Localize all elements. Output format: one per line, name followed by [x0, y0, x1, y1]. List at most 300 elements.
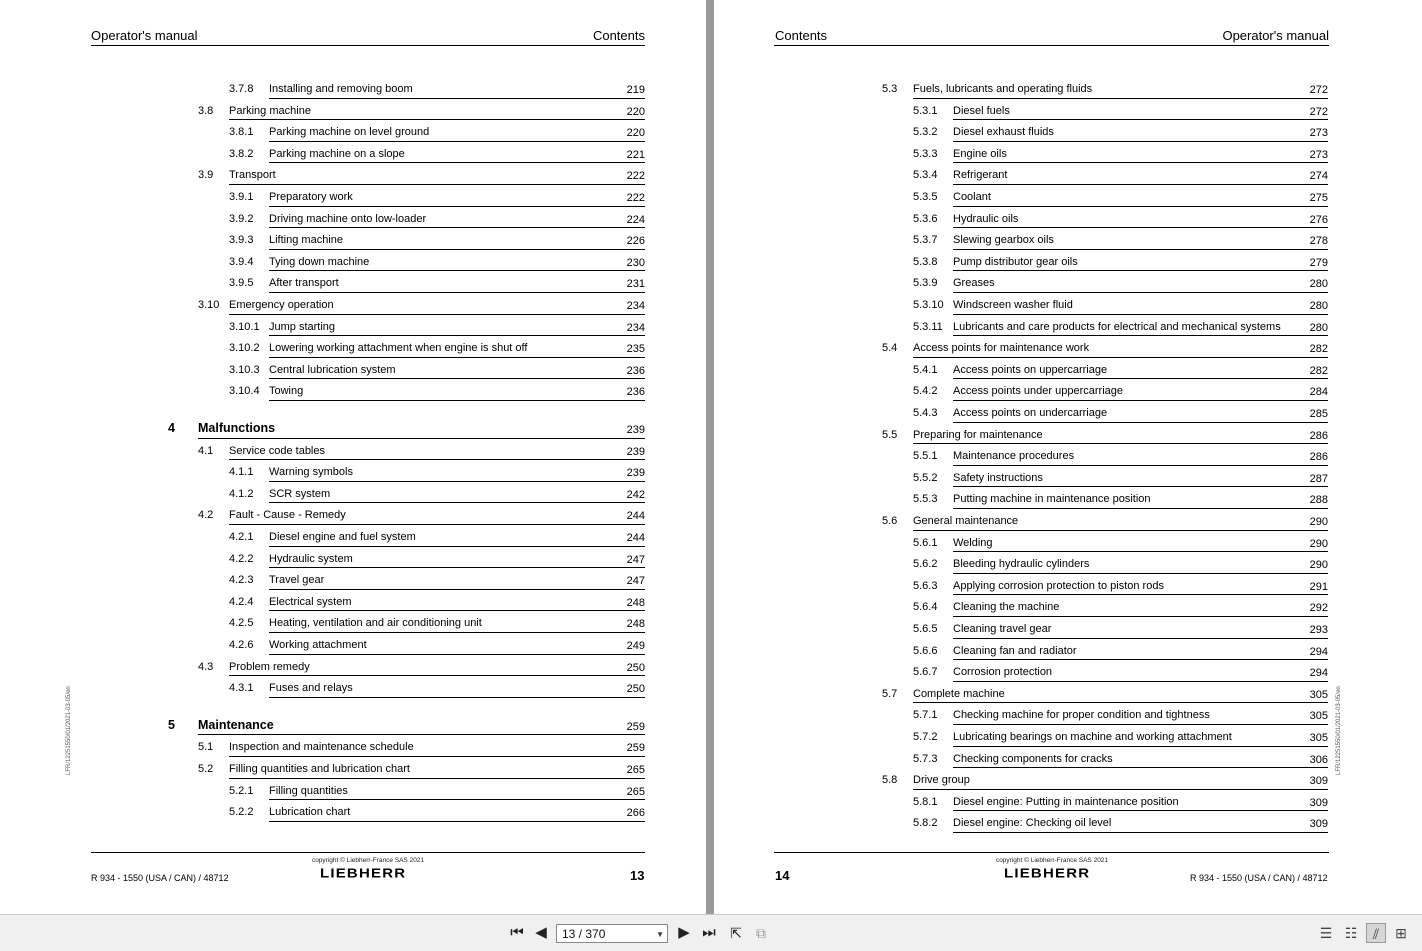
toc-entry[interactable]: [714, 664, 1328, 686]
toc-entry-page: 288: [1309, 494, 1328, 507]
toc-entry-page: 239: [626, 445, 645, 458]
toc-entry-number: 4.1.2: [229, 487, 254, 500]
toc-entry[interactable]: [0, 319, 645, 341]
toc-entry[interactable]: [714, 232, 1328, 254]
toc-entry-title: Parking machine: [229, 104, 311, 117]
viewer-toolbar: [0, 914, 1422, 951]
toc-entry[interactable]: [0, 103, 645, 125]
toc-entry[interactable]: [0, 362, 645, 384]
toc-entry-underline: [229, 184, 645, 185]
toc-entry[interactable]: [714, 535, 1328, 557]
header-left: Operator's manual: [91, 28, 198, 43]
toc-entry-page: 275: [1309, 192, 1328, 204]
toc-entry-title: After transport: [269, 277, 339, 290]
toc-entry-number: 5.3.10: [913, 299, 944, 311]
toc-entry[interactable]: [0, 739, 645, 761]
toc-entry-number: 5.4: [882, 342, 898, 355]
toc-entry-title: Working attachment: [269, 639, 367, 651]
toc-entry-title: Cleaning travel gear: [953, 623, 1052, 635]
toc-entry[interactable]: [714, 556, 1328, 578]
toc-entry-number: 5.3.5: [913, 191, 938, 203]
toc-entry-number: 3.9: [198, 169, 214, 182]
toc-entry-title: Cleaning the machine: [953, 601, 1060, 614]
toc-entry[interactable]: [0, 383, 645, 405]
toc-entry-page: 221: [626, 148, 645, 161]
toc-entry[interactable]: [0, 297, 645, 319]
two-page-view-icon[interactable]: ⫽: [1366, 923, 1386, 943]
toc-entry-underline: [953, 638, 1328, 639]
toc-entry-number: 5.6.2: [913, 558, 938, 571]
side-code: LFR/12251550/01/2021-03-05/en: [1336, 686, 1342, 775]
page-number: 13: [630, 868, 645, 883]
toc-entry-underline: [269, 502, 645, 503]
toc-entry-title: Fuels, lubricants and operating fluids: [913, 83, 1093, 95]
toc-entry[interactable]: [714, 146, 1328, 168]
toc-entry-page: 250: [626, 683, 645, 696]
toc-entry-page: 306: [1309, 753, 1328, 766]
toc-entry[interactable]: [714, 599, 1328, 621]
toc-entry-underline: [229, 314, 645, 315]
liebherr-logo: LIEBHERR: [320, 866, 407, 881]
toc-entry-underline: [269, 481, 645, 482]
toc-entry-title: Malfunctions: [198, 421, 276, 435]
toc-entry-page: 236: [626, 364, 645, 377]
toc-entry-number: 4.2.4: [229, 595, 254, 608]
toc-entry[interactable]: [714, 643, 1328, 665]
toc-entry-page: 285: [1309, 408, 1328, 420]
toc-entry-number: 4.2.2: [229, 552, 254, 565]
toc-entry-underline: [953, 227, 1328, 228]
toc-entry-underline: [269, 589, 645, 590]
toc-entry-number: 5.3.2: [913, 126, 938, 139]
copyright-text: copyright © Liebherr-France SAS 2021: [995, 857, 1109, 864]
copyright-text: copyright © Liebherr-France SAS 2021: [311, 857, 425, 864]
toc-entry[interactable]: [714, 167, 1328, 189]
toc-entry-title: Checking components for cracks: [953, 752, 1113, 765]
toc-entry-page: 309: [1309, 775, 1328, 788]
toc-entry-number: 5.8.1: [913, 795, 938, 808]
toc-entry-underline: [913, 789, 1328, 790]
toc-entry-page: 280: [1309, 278, 1328, 291]
doc-reference: R 934 - 1550 (USA / CAN) / 48712: [91, 873, 229, 883]
toc-entry[interactable]: [0, 804, 645, 826]
toc-entry-underline: [913, 98, 1328, 99]
toc-entry-page: 286: [1309, 451, 1328, 464]
toc-entry-underline: [953, 422, 1328, 423]
toc-entry-title: Transport: [229, 169, 276, 182]
rotate-page-icon[interactable]: ⇱: [730, 925, 742, 941]
toc-entry-title: Jump starting: [269, 320, 336, 333]
left-page: [0, 0, 706, 914]
toc-entry-number: 5.3.6: [913, 212, 938, 225]
toc-entry-underline: [953, 162, 1328, 163]
toc-entry-underline: [953, 746, 1328, 747]
toc-entry[interactable]: [0, 340, 645, 362]
toc-entry[interactable]: [714, 362, 1328, 384]
toc-entry[interactable]: [714, 275, 1328, 297]
toc-entry-title: General maintenance: [913, 515, 1019, 527]
toc-entry-title: Hydraulic oils: [953, 212, 1019, 225]
toc-entry-number: 5.5.1: [913, 450, 938, 463]
toc-entry-number: 5.6.6: [913, 644, 938, 657]
toc-entry-underline: [953, 335, 1328, 336]
toc-entry-page: 222: [626, 170, 645, 183]
toc-entry-number: 5.8: [882, 774, 898, 787]
toc-entry-page: 290: [1309, 516, 1328, 528]
toc-entry[interactable]: [0, 572, 645, 594]
toc-entry[interactable]: [714, 405, 1328, 427]
toc-entry[interactable]: [0, 443, 645, 465]
toc-entry-page: 248: [626, 618, 645, 631]
toc-entry[interactable]: [714, 340, 1328, 362]
toc-entry-page: 265: [626, 764, 645, 776]
toc-entry-number: 5.7.1: [913, 709, 938, 722]
toc-entry-page: 235: [626, 343, 645, 356]
toc-entry-title: Diesel engine: Checking oil level: [953, 817, 1112, 830]
toc-entry-page: 280: [1309, 300, 1328, 312]
toc-entry[interactable]: [0, 637, 645, 659]
toc-entry-underline: [269, 227, 645, 228]
toc-entry-number: 3.9.5: [229, 277, 254, 290]
toc-entry-underline: [269, 610, 645, 611]
toc-entry-underline: [269, 632, 645, 633]
toc-entry-page: 290: [1309, 559, 1328, 572]
toc-entry-page: 273: [1309, 148, 1328, 161]
toc-entry-number: 5.6.5: [913, 623, 938, 635]
toc-entry-number: 5.3.11: [913, 320, 943, 333]
toc-entry-title: Bleeding hydraulic cylinders: [953, 558, 1090, 571]
toc-entry-underline: [198, 734, 645, 735]
toc-entry-number: 5.6.1: [913, 536, 938, 549]
toc-entry-page: 242: [626, 488, 645, 501]
toc-entry-page: 294: [1309, 645, 1328, 658]
toc-entry-page: 273: [1309, 127, 1328, 140]
toc-entry-page: 239: [626, 424, 645, 436]
toc-entry-title: Lowering working attachment when engine is shut off: [269, 342, 528, 355]
toc-entry[interactable]: [714, 794, 1328, 816]
first-page-icon[interactable]: ⏮: [510, 924, 524, 941]
toc-entry[interactable]: [714, 81, 1328, 103]
toc-entry-underline: [953, 378, 1328, 379]
side-code: LFR/12251550/01/2021-03-05/en: [66, 686, 72, 775]
toc-entry[interactable]: [714, 707, 1328, 729]
toc-entry-underline: [229, 675, 645, 676]
toc-entry-number: 5.6: [882, 515, 898, 527]
toc-entry-underline: [953, 206, 1328, 207]
toc-entry[interactable]: [0, 146, 645, 168]
toc-entry-page: 305: [1309, 710, 1328, 723]
toc-entry-page: 280: [1309, 321, 1328, 334]
toc-entry[interactable]: [714, 751, 1328, 773]
toc-entry-underline: [269, 654, 645, 655]
toc-entry-page: 286: [1309, 429, 1328, 442]
single-page-view-icon[interactable]: ☰: [1319, 925, 1333, 941]
toc-entry[interactable]: [0, 594, 645, 616]
toc-entry-number: 5.5.2: [913, 471, 938, 484]
toc-entry[interactable]: [714, 491, 1328, 513]
toc-entry-number: 3.7.8: [229, 83, 254, 95]
toc-entry-number: 3.9.1: [229, 191, 254, 203]
toc-entry-number: 4.2: [198, 509, 214, 522]
toc-entry[interactable]: [714, 124, 1328, 146]
toc-entry-page: 272: [1309, 84, 1328, 96]
toc-entry-underline: [229, 524, 645, 525]
toc-entry-title: Travel gear: [269, 574, 325, 587]
toc-entry-page: 291: [1309, 580, 1328, 593]
toc-entry[interactable]: [0, 680, 645, 702]
toc-entry-page: 247: [626, 553, 645, 566]
toc-entry-page: 278: [1309, 235, 1328, 248]
toc-entry-number: 4.2.6: [229, 639, 254, 651]
toc-entry-title: SCR system: [269, 487, 331, 500]
toc-entry-number: 4.1.1: [229, 466, 254, 479]
toc-entry-underline: [953, 767, 1328, 768]
toc-entry[interactable]: [714, 211, 1328, 233]
toc-entry-number: 5.6.4: [913, 601, 938, 614]
doc-reference: R 934 - 1550 (USA / CAN) / 48712: [1190, 873, 1328, 883]
toc-entry[interactable]: [0, 167, 645, 189]
toc-entry-underline: [953, 249, 1328, 250]
toc-entry-number: 5: [168, 717, 175, 732]
header-right: Operator's manual: [1222, 28, 1329, 43]
toc-entry-title: Fuses and relays: [269, 682, 353, 695]
toc-entry-underline: [269, 292, 645, 293]
toc-entry[interactable]: [0, 659, 645, 681]
toc-entry-page: 259: [626, 742, 645, 755]
toc-entry-title: Welding: [953, 536, 993, 549]
toc-entry-number: 5.3: [882, 83, 898, 95]
toc-entry-number: 5.6.7: [913, 666, 938, 679]
toc-entry-underline: [269, 335, 645, 336]
toc-entry-title: Slewing gearbox oils: [953, 234, 1054, 247]
toc-entry-title: Access points for maintenance work: [913, 342, 1090, 355]
toc-entry[interactable]: [714, 513, 1328, 535]
toc-entry-number: 5.4.3: [913, 407, 938, 419]
toc-entry-title: Filling quantities: [269, 784, 348, 797]
toc-entry-page: 220: [626, 127, 645, 140]
toc-entry-number: 4.3: [198, 660, 214, 673]
toc-entry-number: 3.9.4: [229, 255, 254, 268]
toc-entry-number: 5.3.7: [913, 234, 938, 247]
toc-entry-number: 4.2.5: [229, 617, 254, 630]
toc-entry-number: 3.10: [198, 299, 220, 311]
toc-entry-title: Safety instructions: [953, 471, 1043, 484]
toc-entry-underline: [229, 119, 645, 120]
toc-entry[interactable]: [0, 254, 645, 276]
toc-entry[interactable]: [714, 427, 1328, 449]
toc-entry-page: 282: [1309, 343, 1328, 356]
toc-entry-underline: [953, 270, 1328, 271]
toc-entry-title: Diesel fuels: [953, 104, 1010, 117]
toc-entry[interactable]: [0, 507, 645, 529]
toc-entry-underline: [953, 400, 1328, 401]
last-page-icon[interactable]: ⏭: [702, 924, 716, 941]
toc-entry-number: 5.7.2: [913, 731, 938, 743]
continuous-view-icon[interactable]: ☷: [1344, 925, 1358, 941]
toc-entry-page: 274: [1309, 170, 1328, 183]
toc-entry-title: Filling quantities and lubrication chart: [229, 763, 410, 775]
toc-entry-underline: [953, 659, 1328, 660]
toc-entry-title: Lubrication chart: [269, 806, 351, 819]
toc-entry-page: 226: [626, 235, 645, 248]
toc-entry-underline: [913, 443, 1328, 444]
toc-entry-title: Coolant: [953, 191, 991, 203]
toc-entry-title: Parking machine on a slope: [269, 147, 405, 160]
toc-entry[interactable]: [714, 383, 1328, 405]
toc-entry[interactable]: [0, 464, 645, 486]
toc-entry[interactable]: [0, 421, 645, 443]
toc-entry-title: Drive group: [913, 774, 970, 787]
previous-page-icon[interactable]: ◀: [535, 924, 547, 941]
toc-entry-page: 287: [1309, 472, 1328, 485]
toc-entry[interactable]: [0, 551, 645, 573]
toc-entry[interactable]: [0, 232, 645, 254]
toc-entry-page: 265: [626, 785, 645, 798]
toc-entry-underline: [269, 206, 645, 207]
toc-entry-page: 219: [626, 84, 645, 96]
toc-entry-underline: [269, 697, 645, 698]
toc-entry[interactable]: [0, 211, 645, 233]
toc-entry-title: Central lubrication system: [269, 363, 396, 376]
toc-entry-number: 3.10.3: [229, 363, 260, 376]
toc-entry-number: 5.2: [198, 763, 214, 775]
toc-entry[interactable]: [0, 615, 645, 637]
toc-entry-underline: [953, 486, 1328, 487]
toc-entry-page: 248: [626, 596, 645, 609]
toc-entry-page: 290: [1309, 537, 1328, 550]
toc-entry-page: 309: [1309, 818, 1328, 831]
toc-entry[interactable]: [714, 254, 1328, 276]
toc-entry-underline: [269, 357, 645, 358]
liebherr-logo: LIEBHERR: [1004, 866, 1091, 881]
fit-page-icon[interactable]: ⧉: [756, 925, 766, 941]
toc-entry-underline: [269, 799, 645, 800]
toc-entry[interactable]: [714, 189, 1328, 211]
toc-entry-page: 244: [626, 532, 645, 544]
toc-entry-page: 224: [626, 213, 645, 226]
toc-entry-title: Complete machine: [913, 687, 1005, 700]
toc-entry-number: 5.5: [882, 428, 898, 441]
toc-entry-page: 236: [626, 386, 645, 399]
toc-entry-title: Driving machine onto low-loader: [269, 212, 427, 225]
toc-entry[interactable]: [0, 81, 645, 103]
toc-entry[interactable]: [0, 275, 645, 297]
header-right: Contents: [592, 28, 645, 43]
next-page-icon[interactable]: ▶: [678, 924, 690, 941]
toc-entry-page: 292: [1309, 602, 1328, 615]
toc-entry-page: 239: [626, 467, 645, 480]
page-number: 14: [775, 868, 790, 883]
toc-entry-page: 282: [1309, 364, 1328, 377]
toc-entry-underline: [953, 810, 1328, 811]
toc-entry[interactable]: [0, 486, 645, 508]
toc-entry[interactable]: [714, 772, 1328, 794]
toc-entry[interactable]: [714, 815, 1328, 837]
toc-entry-title: Diesel engine: Putting in maintenance position: [953, 795, 1179, 808]
toc-entry-page: 305: [1309, 732, 1328, 744]
footer-rule: [91, 852, 645, 853]
toc-entry[interactable]: [714, 578, 1328, 600]
toc-entry-title: Installing and removing boom: [269, 83, 413, 95]
toc-entry[interactable]: [0, 718, 645, 740]
toc-entry-page: 272: [1309, 105, 1328, 118]
toc-entry-page: 276: [1309, 213, 1328, 226]
toc-entry[interactable]: [714, 621, 1328, 643]
toc-entry[interactable]: [714, 297, 1328, 319]
toc-entry-title: Maintenance procedures: [953, 450, 1075, 463]
toc-entry[interactable]: [0, 189, 645, 211]
header-rule: [774, 45, 1329, 46]
toc-entry-title: Lubricating bearings on machine and working attachment: [953, 731, 1232, 743]
toc-entry[interactable]: [0, 783, 645, 805]
toc-entry[interactable]: [0, 529, 645, 551]
toc-entry-page: 222: [626, 192, 645, 204]
toc-entry-number: 5.7: [882, 687, 898, 700]
toc-entry-title: Service code tables: [229, 444, 325, 457]
toc-entry-title: Problem remedy: [229, 660, 310, 673]
toc-entry[interactable]: [0, 761, 645, 783]
toc-entry-title: Tying down machine: [269, 255, 370, 268]
toc-entry-page: 259: [626, 720, 645, 733]
toc-entry-page: 247: [626, 575, 645, 588]
toc-entry-title: Emergency operation: [229, 299, 334, 311]
toc-entry[interactable]: [714, 729, 1328, 751]
toc-entry-title: Access points under uppercarriage: [953, 385, 1123, 398]
toc-entry-title: Corrosion protection: [953, 666, 1053, 679]
toc-entry[interactable]: [714, 319, 1328, 341]
toc-entry-underline: [269, 400, 645, 401]
toc-entry-number: 3.8.2: [229, 147, 254, 160]
toc-entry[interactable]: [714, 686, 1328, 708]
toc-entry-underline: [953, 681, 1328, 682]
toc-entry-title: Windscreen washer fluid: [953, 299, 1073, 311]
toc-entry-number: 5.8.2: [913, 817, 938, 830]
toc-entry-page: 249: [626, 640, 645, 652]
toc-entry-underline: [229, 756, 645, 757]
toc-entry-title: Electrical system: [269, 595, 352, 608]
header-rule: [91, 45, 645, 46]
footer-rule: [774, 852, 1329, 853]
toc-entry-underline: [269, 546, 645, 547]
two-page-continuous-view-icon[interactable]: ⊞: [1395, 925, 1407, 941]
toc-entry-underline: [953, 184, 1328, 185]
toc-entry-number: 5.3.1: [913, 104, 938, 117]
toc-entry-page: 220: [626, 105, 645, 118]
toc-entry-underline: [953, 314, 1328, 315]
right-page: [714, 0, 1422, 914]
toc-entry[interactable]: [0, 124, 645, 146]
toc-entry-number: 5.6.3: [913, 579, 938, 592]
toc-entry-number: 3.10.2: [229, 342, 260, 355]
toc-entry[interactable]: [714, 103, 1328, 125]
toc-entry-title: Access points on uppercarriage: [953, 363, 1108, 376]
toc-entry-underline: [198, 438, 645, 439]
toc-entry-title: Hydraulic system: [269, 552, 353, 565]
toc-entry-title: Fault - Cause - Remedy: [229, 509, 346, 522]
toc-entry-number: 4.1: [198, 444, 214, 457]
toc-entry-underline: [269, 249, 645, 250]
toc-entry-title: Putting machine in maintenance position: [953, 493, 1151, 506]
toc-entry-title: Engine oils: [953, 147, 1007, 160]
toc-entry-page: 293: [1309, 624, 1328, 636]
toc-entry-underline: [913, 357, 1328, 358]
toc-entry-underline: [953, 724, 1328, 725]
toc-entry-underline: [953, 551, 1328, 552]
toc-entry-number: 4.2.1: [229, 531, 254, 543]
page-selector[interactable]: [556, 924, 668, 943]
toc-entry[interactable]: [714, 470, 1328, 492]
toc-entry[interactable]: [714, 448, 1328, 470]
